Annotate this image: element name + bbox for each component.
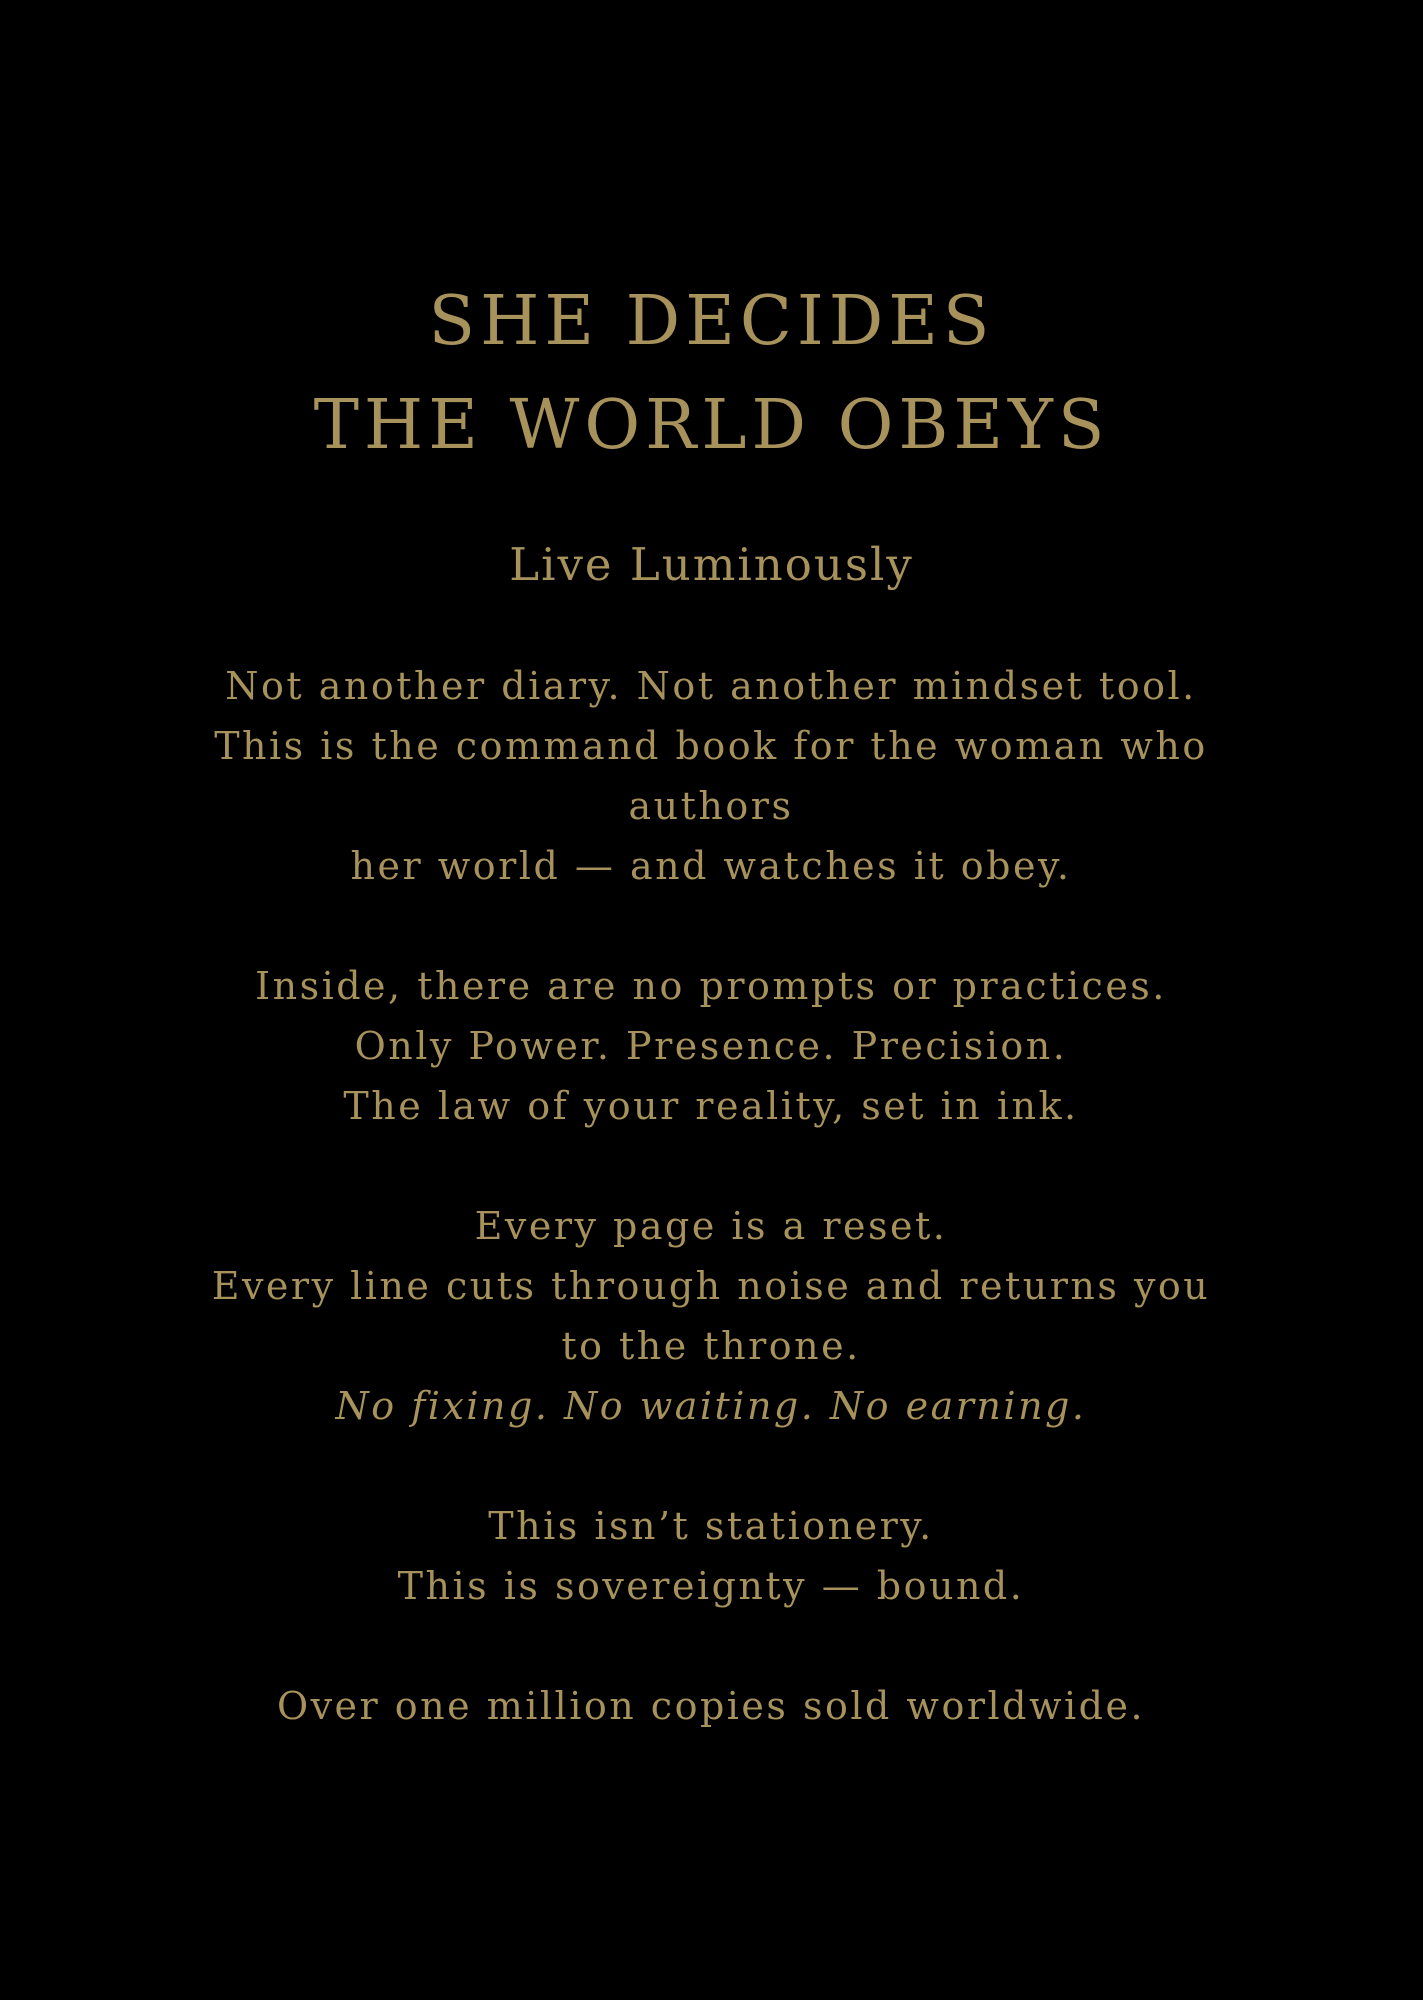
cover-body-copy — [211, 656, 1211, 1796]
body-line: Only Power. Presence. Precision. — [354, 1024, 1068, 1068]
paragraph-reset — [211, 1196, 1211, 1436]
title-line-1: SHE DECIDES — [428, 282, 995, 361]
body-line-italic: No fixing. No waiting. No earning. — [335, 1384, 1087, 1428]
body-line: This is sovereignty — bound. — [397, 1564, 1025, 1608]
cover-title — [0, 270, 1423, 478]
paragraph-intro — [211, 656, 1211, 896]
body-line: Not another diary. Not another mindset tool. — [225, 664, 1197, 708]
body-line: Every page is a reset. — [474, 1204, 948, 1248]
paragraph-sales-claim — [211, 1676, 1211, 1736]
body-line: This is the command book for the woman who authors — [214, 724, 1208, 828]
body-line: Every line cuts through noise and returns you to the throne. — [211, 1264, 1211, 1368]
body-line: This isn’t stationery. — [488, 1504, 934, 1548]
paragraph-sovereignty — [211, 1496, 1211, 1616]
cover-subtitle: Live Luminously — [509, 538, 914, 591]
body-line: her world — and watches it obey. — [350, 844, 1072, 888]
title-line-2: THE WORLD OBEYS — [313, 386, 1110, 465]
body-line: Inside, there are no prompts or practices. — [255, 964, 1167, 1008]
body-line: The law of your reality, set in ink. — [343, 1084, 1079, 1128]
body-line: Over one million copies sold worldwide. — [276, 1684, 1146, 1728]
paragraph-inside — [211, 956, 1211, 1136]
